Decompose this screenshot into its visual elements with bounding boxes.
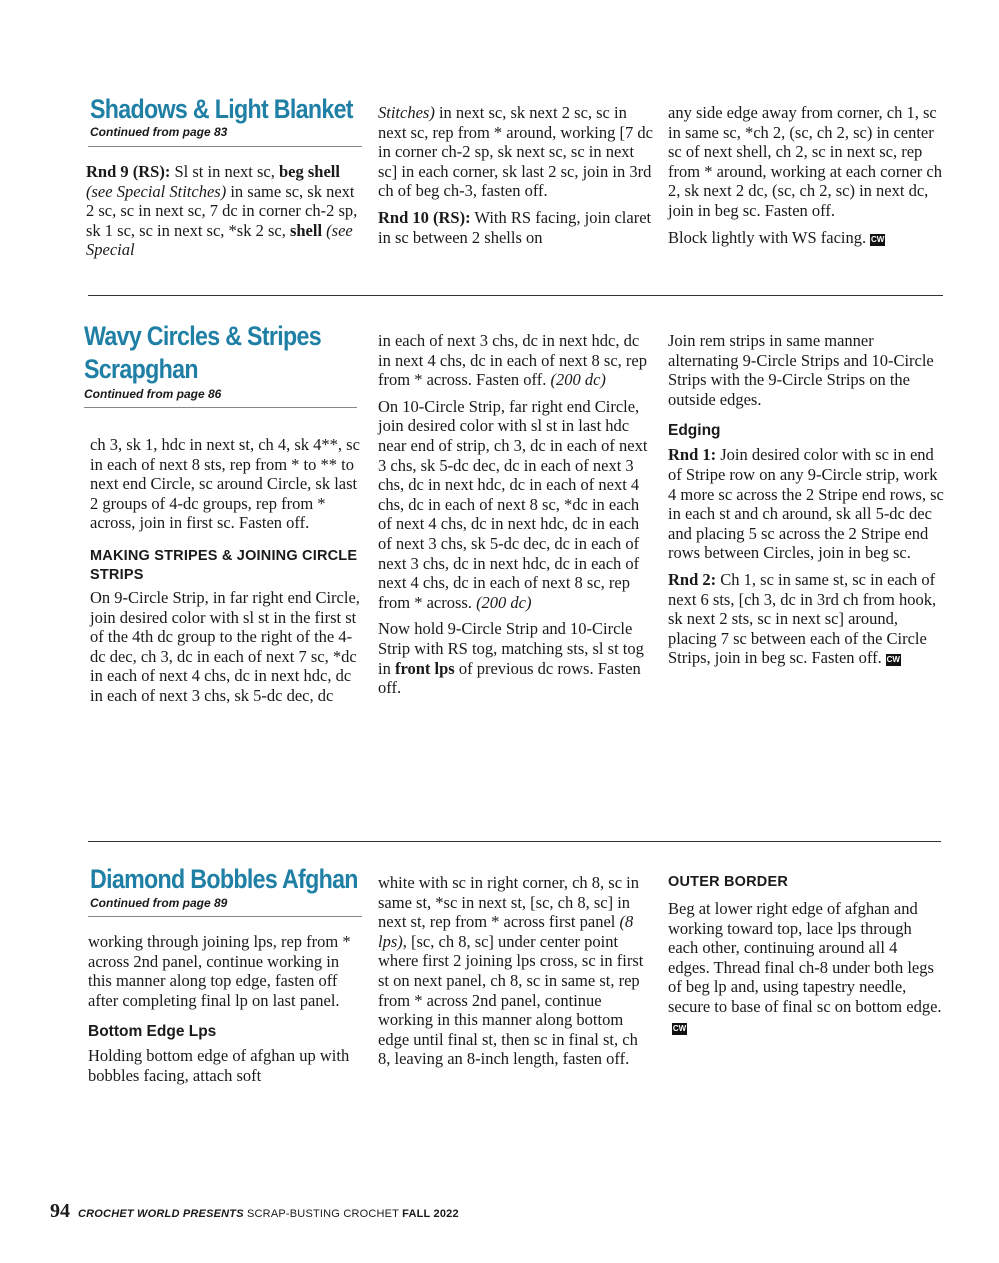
text-run: Block lightly with WS facing. [668, 227, 867, 247]
stitch-name: beg shell [279, 162, 340, 181]
paragraph [378, 103, 654, 201]
paragraph: ch 3, sk 1, hdc in next st, ch 4, sk 4**, sc in each of next 8 sts, rep from * to ** to next end Circle, sc around Circle, sk last 2 groups of 4-dc groups, rep from * across, join in first sc. Fasten off. [90, 435, 360, 533]
paragraph: Holding bottom edge of afghan up with bobbles facing, attach soft [88, 1046, 350, 1085]
text-run: Sl st in next sc, [170, 162, 279, 181]
note-italic: (200 dc) [476, 592, 532, 612]
subheading: OUTER BORDER [668, 874, 789, 890]
column-1 [88, 932, 362, 1093]
round-label: Rnd 9 (RS): [86, 162, 171, 181]
stitch-name: front lps [394, 658, 455, 678]
text-run: Join desired color with sc in end of Stripe row on any 9-Circle strip, work 4 more sc across the 2 Stripe end rows, sc in each st and ch around, sk all 5-dc dec and placing 5 sc across the 2 Stripe end rows between Circles, join in beg sc. [668, 445, 944, 563]
round-label: Rnd 1: [668, 445, 717, 465]
column-2 [378, 103, 654, 254]
text-run: Ch 1, sc in same st, sc in each of next 6 sts, [ch 3, dc in 3rd ch from hook, sk next 2 sts, sc in next sc] around, placing 7 sc between each of the Circle Strips, join in beg sc. Fasten off. [668, 569, 937, 668]
section-title: Diamond Bobbles Afghan [90, 864, 358, 894]
stitch-name: shell [289, 220, 323, 240]
title-underline [84, 407, 357, 408]
section-title-line-2: Scrapghan [84, 354, 198, 384]
continued-note: Continued from page 83 [90, 125, 228, 139]
continued-note: Continued from page 86 [84, 387, 222, 401]
issue-name: FALL 2022 [402, 1208, 459, 1220]
text-run: of previous dc rows. Fasten off. [378, 658, 641, 698]
round-label: Rnd 2: [668, 569, 717, 589]
note-italic: (8 lps) [378, 912, 634, 951]
text-run: Now hold 9-Circle Strip and 10-Circle Strip with RS tog, matching sts, sl st tog in [378, 619, 644, 678]
text-run: On 10-Circle Strip, far right end Circle, join desired color with sl st in last hdc near end of strip, ch 3, dc in each of next 3 chs, sk 5-dc dec, dc in each of next 3 chs, dc in next hdc, dc in each of next 4 chs, dc in each of next 8 sc, *dc in each of next 4 chs, dc in next hdc, dc in each of next 3 chs, sk 5-dc dec, dc in each of next 3 chs, dc in next hdc, dc in each of next 4 chs, dc in each of next 8 sc, rep from * across. [378, 396, 648, 612]
paragraph [668, 445, 944, 563]
paragraph [668, 570, 944, 668]
text-run: in next sc, sk next 2 sc, sc in next sc, rep from * around, working [7 dc in corner ch-2 sp, sk next sc, sc in next sc] in each corner, sk last 2 sc, join in 3rd ch of beg ch-3, fasten off. [378, 103, 653, 201]
text-run: in each of next 3 chs, dc in next hdc, dc in next 4 chs, dc in each of next 8 sc, rep from * across. Fasten off. [378, 331, 647, 390]
column-2 [378, 873, 654, 1076]
publication-name: SCRAP-BUSTING CROCHET [243, 1208, 403, 1220]
subheading: Edging [668, 422, 721, 440]
paragraph: any side edge away from corner, ch 1, sc in same sc, *ch 2, (sc, ch 2, sc) in center sc of next shell, ch 2, sc in next sc, rep from * around, working at each corner ch 2, sk next 2 dc, (sc, ch 2, sc) in next dc, join in beg sc. Fasten off. [668, 103, 942, 220]
column-1 [86, 162, 362, 267]
paragraph: Join rem strips in same manner alternating 9-Circle Strips and 10-Circle Strips with the 9-Circle Strips on the outside edges. [668, 331, 934, 409]
section-title-line-1: Wavy Circles & Stripes [84, 321, 321, 351]
note-italic: (see Special Stitches) [86, 181, 227, 201]
paragraph [378, 208, 654, 247]
page-number: 94 [50, 1200, 70, 1222]
text-run: , [sc, ch 8, sc] under center point where first 2 joining lps cross, sc in first st on next panel, ch 8, sc in same st, rep from * across 2nd panel, continue working in this manner along bottom edge until final st, then sc in final st, ch 8, leaving an 8-inch length, fasten off. [378, 931, 644, 1069]
paragraph [668, 899, 942, 1036]
text-run: white with sc in right corner, ch 8, sc in same st, *sc in next st, [sc, ch 8, sc] in next st, rep from * across first panel [378, 873, 639, 932]
paragraph: On 9-Circle Strip, in far right end Circle, join desired color with sl st in the first st of the 4th dc group to the right of the 4-dc dec, ch 3, dc in each of next 7 sc, *dc in each of next 4 chs, dc in next hdc, dc in each of next 3 chs, sk 5-dc dec, dc [90, 587, 360, 705]
footer-credit [78, 1208, 459, 1220]
column-3 [668, 873, 942, 1043]
column-1 [90, 435, 362, 713]
subheading: Bottom Edge Lps [88, 1023, 217, 1041]
section-title: Shadows & Light Blanket [90, 94, 353, 124]
end-mark-icon: CW [672, 1023, 687, 1033]
end-mark-icon: CW [886, 655, 900, 665]
title-underline [88, 146, 362, 147]
end-mark-icon: CW [870, 234, 885, 244]
column-3 [668, 103, 942, 254]
section-divider [88, 841, 941, 842]
note-italic: (200 dc) [550, 370, 606, 390]
subheading: MAKING STRIPES & JOINING CIRCLE STRIPS [90, 547, 358, 583]
paragraph [668, 228, 942, 248]
paragraph [378, 397, 654, 613]
paragraph [86, 162, 362, 260]
round-label: Rnd 10 (RS): [378, 207, 471, 227]
paragraph: working through joining lps, rep from * across 2nd panel, continue working in this manner along top edge, fasten off after completing final lp on last panel. [88, 932, 351, 1010]
paragraph [378, 619, 654, 697]
paragraph [378, 873, 654, 1069]
magazine-name: CROCHET WORLD PRESENTS [78, 1208, 244, 1220]
continued-note: Continued from page 89 [90, 896, 228, 910]
page-footer [50, 1200, 459, 1223]
title-underline [88, 916, 362, 917]
column-3 [668, 331, 944, 675]
paragraph [378, 331, 654, 390]
section-divider [88, 295, 943, 296]
column-2 [378, 331, 654, 705]
note-italic: Stitches) [378, 103, 435, 122]
text-run: With RS facing, join claret in sc between 2 shells on [378, 207, 652, 247]
note-italic: (see Special [86, 220, 353, 260]
text-run: in same sc, sk next 2 sc, sc in next sc, 7 dc in corner ch-2 sp, sk 1 sc, sc in next sc, *sk 2 sc, [86, 181, 358, 240]
text-run: Beg at lower right edge of afghan and working toward top, lace lps through each other, continuing around all 4 edges. Thread final ch-8 under both legs of beg lp and, using tapestry needle, secure to base of final sc on bottom edge. [668, 899, 942, 1016]
